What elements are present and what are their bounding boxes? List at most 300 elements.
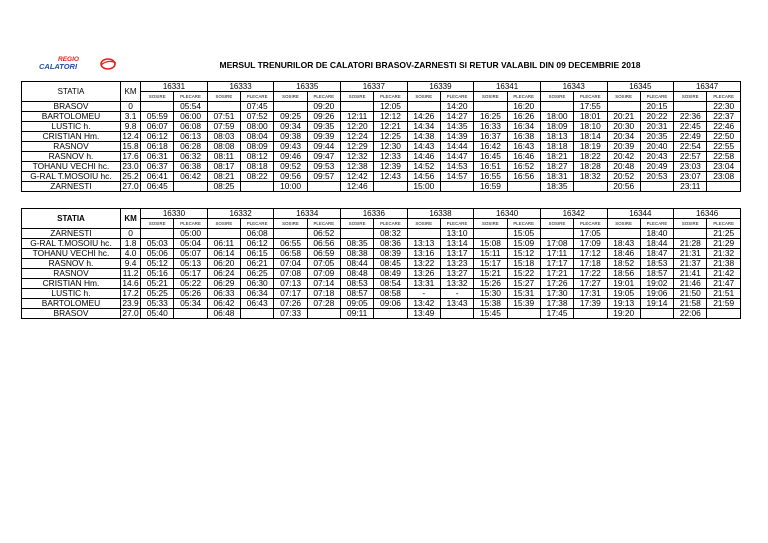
sosire-time: 06:12: [141, 132, 174, 142]
train-number-16342: 16342: [540, 209, 607, 219]
sosire-time: 13:42: [407, 299, 440, 309]
sosire-time: 08:17: [207, 162, 240, 172]
sosire-time: 05:40: [141, 309, 174, 319]
plecare-time: 21:59: [707, 299, 741, 309]
sosire-time: 14:26: [407, 112, 440, 122]
plecare-time: 20:31: [640, 122, 673, 132]
sosire-time: 08:44: [341, 259, 374, 269]
plecare-subheader: PLECARE: [707, 219, 741, 229]
sosire-time: [341, 102, 374, 112]
plecare-time: 16:46: [507, 152, 540, 162]
sosire-time: 15:26: [474, 279, 507, 289]
plecare-time: 08:18: [241, 162, 274, 172]
plecare-time: 16:20: [507, 102, 540, 112]
plecare-time: 08:49: [374, 269, 407, 279]
sosire-time: 16:25: [474, 112, 507, 122]
plecare-time: 06:43: [241, 299, 274, 309]
sosire-time: 09:25: [274, 112, 307, 122]
table-row: [22, 249, 741, 259]
table-row: [22, 299, 741, 309]
sosire-time: 20:42: [607, 152, 640, 162]
plecare-time: 05:07: [174, 249, 207, 259]
plecare-time: 09:57: [307, 172, 340, 182]
sosire-time: 15:00: [407, 182, 440, 192]
sosire-time: [540, 229, 573, 239]
plecare-time: 12:21: [374, 122, 407, 132]
plecare-time: 06:38: [174, 162, 207, 172]
plecare-time: 07:28: [307, 299, 340, 309]
sosire-time: [540, 102, 573, 112]
table-row: [22, 229, 741, 239]
plecare-time: [374, 309, 407, 319]
plecare-subheader: PLECARE: [707, 92, 741, 102]
sosire-time: 22:06: [674, 309, 707, 319]
plecare-time: 20:40: [640, 142, 673, 152]
sosire-time: 06:37: [141, 162, 174, 172]
plecare-time: [374, 182, 407, 192]
sosire-time: 08:53: [341, 279, 374, 289]
km-value: 25.2: [122, 171, 139, 181]
train-number-16337: 16337: [341, 82, 408, 92]
plecare-time: 19:06: [640, 289, 673, 299]
train-number-row: [22, 209, 741, 219]
sosire-time: 06:11: [207, 239, 240, 249]
sosire-time: [207, 229, 240, 239]
plecare-time: 17:39: [574, 299, 607, 309]
plecare-subheader: PLECARE: [174, 219, 207, 229]
logo-line1: REGIO: [58, 56, 79, 63]
sosire-time: 16:59: [474, 182, 507, 192]
sosire-time: 18:31: [540, 172, 573, 182]
sosire-time: 22:36: [674, 112, 707, 122]
plecare-time: 12:12: [374, 112, 407, 122]
timetable-body: [22, 102, 741, 192]
plecare-subheader: PLECARE: [174, 92, 207, 102]
plecare-time: 06:13: [174, 132, 207, 142]
plecare-time: [241, 182, 274, 192]
plecare-time: 21:38: [707, 259, 741, 269]
sosire-time: 15:30: [474, 289, 507, 299]
plecare-time: 18:47: [640, 249, 673, 259]
plecare-time: 20:15: [640, 102, 673, 112]
sosire-time: 05:59: [141, 112, 174, 122]
train-number-16347: 16347: [674, 82, 741, 92]
plecare-time: 12:33: [374, 152, 407, 162]
plecare-time: 15:09: [507, 239, 540, 249]
table-row: [22, 152, 741, 162]
plecare-time: [707, 309, 741, 319]
plecare-time: 15:12: [507, 249, 540, 259]
sosire-time: 15:21: [474, 269, 507, 279]
km-value: 0: [120, 229, 140, 239]
sosire-time: 07:59: [207, 122, 240, 132]
sosire-time: 14:46: [407, 152, 440, 162]
plecare-time: 18:22: [574, 152, 607, 162]
sosire-time: 06:41: [141, 172, 174, 182]
train-number-16346: 16346: [674, 209, 741, 219]
plecare-time: 18:14: [574, 132, 607, 142]
plecare-time: [574, 182, 607, 192]
plecare-time: 15:27: [507, 279, 540, 289]
table-row: [22, 239, 741, 249]
logo-swoosh-arc-icon: [101, 61, 116, 65]
plecare-time: 18:28: [574, 162, 607, 172]
plecare-time: 09:39: [307, 132, 340, 142]
sosire-time: [274, 102, 307, 112]
table-row: [22, 122, 741, 132]
sosire-time: [407, 229, 440, 239]
plecare-time: [507, 182, 540, 192]
plecare-time: 08:00: [241, 122, 274, 132]
plecare-time: 15:18: [507, 259, 540, 269]
plecare-time: 09:26: [307, 112, 340, 122]
km-value: 9.8: [120, 122, 140, 132]
sosire-time: 17:11: [540, 249, 573, 259]
sosire-time: [674, 229, 707, 239]
km-value: 17.2: [122, 288, 139, 298]
plecare-time: 05:34: [174, 299, 207, 309]
statia-header: STATIA: [22, 82, 121, 102]
plecare-time: 20:22: [640, 112, 673, 122]
plecare-time: 06:59: [307, 249, 340, 259]
plecare-time: 14:20: [440, 102, 473, 112]
plecare-time: 16:38: [507, 132, 540, 142]
station-name: BARTOLOMEU: [22, 299, 121, 309]
km-value: 3.1: [120, 112, 140, 122]
sosire-time: 18:21: [540, 152, 573, 162]
km-value: 12.4: [122, 131, 139, 141]
plecare-time: -: [440, 289, 473, 299]
plecare-time: [307, 309, 340, 319]
plecare-time: 09:35: [307, 122, 340, 132]
train-number-16332: 16332: [207, 209, 274, 219]
train-number-16336: 16336: [341, 209, 408, 219]
plecare-time: 07:45: [241, 102, 274, 112]
plecare-time: 07:52: [241, 112, 274, 122]
plecare-time: 15:05: [507, 229, 540, 239]
station-name: LUSTIC h.: [22, 289, 121, 299]
plecare-time: [174, 182, 207, 192]
sosire-time: 12:29: [341, 142, 374, 152]
sosire-time: 23:11: [674, 182, 707, 192]
plecare-time: 12:39: [374, 162, 407, 172]
sosire-time: 08:25: [207, 182, 240, 192]
sosire-time: 06:14: [207, 249, 240, 259]
station-name: G-RAL T.MOSOIU hc.: [22, 172, 121, 182]
plecare-time: 12:30: [374, 142, 407, 152]
sosire-time: [141, 229, 174, 239]
station-name: CRISTIAN Hm.: [22, 279, 121, 289]
sosire-time: 06:42: [207, 299, 240, 309]
sosire-time: 14:56: [407, 172, 440, 182]
sosire-time: 20:48: [607, 162, 640, 172]
sosire-time: 19:01: [607, 279, 640, 289]
sosire-time: 14:38: [407, 132, 440, 142]
sosire-subheader: SOSIRE: [407, 219, 440, 229]
plecare-subheader: PLECARE: [374, 92, 407, 102]
plecare-time: 12:43: [374, 172, 407, 182]
sosire-time: [207, 102, 240, 112]
plecare-time: 15:39: [507, 299, 540, 309]
plecare-time: 18:01: [574, 112, 607, 122]
plecare-time: 08:36: [374, 239, 407, 249]
plecare-time: 14:53: [440, 162, 473, 172]
plecare-time: 17:18: [574, 259, 607, 269]
plecare-time: [174, 309, 207, 319]
sosire-time: 06:24: [207, 269, 240, 279]
sosire-time: 15:17: [474, 259, 507, 269]
plecare-time: [440, 182, 473, 192]
sosire-subheader: SOSIRE: [207, 92, 240, 102]
plecare-time: 17:09: [574, 239, 607, 249]
sosire-time: 18:13: [540, 132, 573, 142]
plecare-time: [640, 309, 673, 319]
plecare-time: 08:09: [241, 142, 274, 152]
table-row: [22, 142, 741, 152]
sosire-time: 18:43: [607, 239, 640, 249]
sosire-subheader: SOSIRE: [141, 219, 174, 229]
plecare-time: 05:26: [174, 289, 207, 299]
train-number-16341: 16341: [474, 82, 541, 92]
sosire-time: 21:28: [674, 239, 707, 249]
table-row: [22, 112, 741, 122]
plecare-subheader: PLECARE: [640, 219, 673, 229]
plecare-time: 21:25: [707, 229, 741, 239]
sosire-time: 17:45: [540, 309, 573, 319]
km-value: 15.8: [122, 141, 139, 151]
sosire-time: 17:38: [540, 299, 573, 309]
sosire-time: 14:34: [407, 122, 440, 132]
plecare-time: 18:57: [640, 269, 673, 279]
sosire-time: 13:22: [407, 259, 440, 269]
plecare-time: 14:35: [440, 122, 473, 132]
sosire-time: 08:48: [341, 269, 374, 279]
sosire-time: 16:45: [474, 152, 507, 162]
plecare-time: 18:40: [640, 229, 673, 239]
plecare-time: [440, 309, 473, 319]
sosire-time: 18:27: [540, 162, 573, 172]
sosire-time: 12:20: [341, 122, 374, 132]
sosire-time: 09:38: [274, 132, 307, 142]
sosire-time: 15:45: [474, 309, 507, 319]
plecare-time: 13:14: [440, 239, 473, 249]
sosire-time: 21:31: [674, 249, 707, 259]
sosire-time: 07:17: [274, 289, 307, 299]
plecare-time: 09:47: [307, 152, 340, 162]
sosire-time: 08:21: [207, 172, 240, 182]
sosire-time: 15:38: [474, 299, 507, 309]
plecare-time: 06:56: [307, 239, 340, 249]
sosire-time: 12:11: [341, 112, 374, 122]
plecare-time: 20:49: [640, 162, 673, 172]
regio-calatori-logo-mark: [30, 54, 120, 74]
sosire-time: 09:43: [274, 142, 307, 152]
plecare-time: 08:39: [374, 249, 407, 259]
regio-calatori-logo: [30, 54, 120, 74]
sosire-time: [607, 229, 640, 239]
station-name: G-RAL T.MOSOIU hc.: [22, 239, 121, 249]
station-name: RASNOV h.: [22, 259, 121, 269]
plecare-time: 12:05: [374, 102, 407, 112]
plecare-time: 19:02: [640, 279, 673, 289]
sosire-time: 22:54: [674, 142, 707, 152]
sosire-time: 23:07: [674, 172, 707, 182]
plecare-subheader: PLECARE: [640, 92, 673, 102]
plecare-time: [507, 309, 540, 319]
sosire-subheader: SOSIRE: [274, 219, 307, 229]
plecare-time: 06:32: [174, 152, 207, 162]
sosire-time: [407, 102, 440, 112]
sosire-time: 17:21: [540, 269, 573, 279]
sosire-time: 18:35: [540, 182, 573, 192]
sosire-time: 16:42: [474, 142, 507, 152]
sosire-time: 12:38: [341, 162, 374, 172]
km-value: 27.0: [122, 181, 139, 191]
km-value: 23.0: [122, 161, 139, 171]
km-value: 11.2: [120, 269, 140, 279]
plecare-time: [307, 182, 340, 192]
sosire-subheader: SOSIRE: [207, 219, 240, 229]
sosire-time: 19:13: [607, 299, 640, 309]
sosire-time: 06:20: [207, 259, 240, 269]
station-name: RASNOV h.: [22, 152, 121, 162]
station-name: RASNOV: [22, 269, 121, 279]
sosire-time: 07:08: [274, 269, 307, 279]
plecare-time: 13:43: [440, 299, 473, 309]
table-row: [22, 182, 741, 192]
sosire-time: 08:38: [341, 249, 374, 259]
sosire-subheader: SOSIRE: [407, 92, 440, 102]
sosire-time: 17:08: [540, 239, 573, 249]
plecare-time: 18:19: [574, 142, 607, 152]
plecare-time: 16:56: [507, 172, 540, 182]
plecare-subheader: PLECARE: [307, 92, 340, 102]
table-row: [22, 309, 741, 319]
sosire-time: 05:21: [141, 279, 174, 289]
plecare-time: 05:22: [174, 279, 207, 289]
sosire-time: 21:37: [674, 259, 707, 269]
sosire-time: 05:16: [141, 269, 174, 279]
sosire-time: 20:56: [607, 182, 640, 192]
sosire-time: 13:26: [407, 269, 440, 279]
sosire-time: [274, 229, 307, 239]
sosire-time: 06:48: [207, 309, 240, 319]
sosire-time: 06:55: [274, 239, 307, 249]
sosire-time: 09:11: [341, 309, 374, 319]
sosire-time: 06:29: [207, 279, 240, 289]
sosire-time: [607, 102, 640, 112]
plecare-subheader: PLECARE: [307, 219, 340, 229]
sosire-time: 16:37: [474, 132, 507, 142]
sosire-subheader: SOSIRE: [540, 92, 573, 102]
plecare-time: 05:17: [174, 269, 207, 279]
plecare-time: 22:46: [707, 122, 741, 132]
plecare-time: 08:04: [241, 132, 274, 142]
station-name: BRASOV: [22, 309, 121, 319]
sosire-time: 21:46: [674, 279, 707, 289]
sosire-time: 06:33: [207, 289, 240, 299]
sosire-time: 20:30: [607, 122, 640, 132]
table-row: [22, 269, 741, 279]
plecare-time: 13:32: [440, 279, 473, 289]
plecare-time: 21:51: [707, 289, 741, 299]
sosire-time: 19:20: [607, 309, 640, 319]
sosire-time: 20:21: [607, 112, 640, 122]
plecare-time: 22:55: [707, 142, 741, 152]
sosire-time: [474, 229, 507, 239]
plecare-time: 09:20: [307, 102, 340, 112]
train-number-16343: 16343: [540, 82, 607, 92]
table-row: [22, 132, 741, 142]
plecare-time: 09:44: [307, 142, 340, 152]
plecare-time: 15:22: [507, 269, 540, 279]
sosire-time: 15:11: [474, 249, 507, 259]
plecare-time: 06:28: [174, 142, 207, 152]
sosire-time: 06:31: [141, 152, 174, 162]
sosire-time: [141, 102, 174, 112]
sosire-time: 05:25: [141, 289, 174, 299]
sosire-time: 09:34: [274, 122, 307, 132]
sosire-time: 13:16: [407, 249, 440, 259]
timetable-zarnesti-brasov: [21, 208, 741, 319]
plecare-time: 08:22: [241, 172, 274, 182]
sosire-time: 14:43: [407, 142, 440, 152]
sosire-time: 06:45: [141, 182, 174, 192]
sosire-time: 13:13: [407, 239, 440, 249]
sosire-time: 08:11: [207, 152, 240, 162]
sosire-subheader: SOSIRE: [607, 219, 640, 229]
km-value: 14.6: [122, 278, 139, 288]
sosire-subheader: SOSIRE: [141, 92, 174, 102]
sosire-subheader: SOSIRE: [474, 92, 507, 102]
plecare-time: 09:53: [307, 162, 340, 172]
plecare-time: 06:08: [241, 229, 274, 239]
plecare-time: 18:53: [640, 259, 673, 269]
sosire-time: 13:49: [407, 309, 440, 319]
plecare-time: 22:50: [707, 132, 741, 142]
plecare-time: 05:54: [174, 102, 207, 112]
sosire-time: 16:33: [474, 122, 507, 132]
plecare-time: [574, 309, 607, 319]
plecare-time: 06:34: [241, 289, 274, 299]
sosire-time: 05:03: [141, 239, 174, 249]
sosire-time: 06:58: [274, 249, 307, 259]
plecare-time: 06:21: [241, 259, 274, 269]
plecare-time: 08:54: [374, 279, 407, 289]
sosire-time: 19:05: [607, 289, 640, 299]
train-number-16331: 16331: [141, 82, 208, 92]
plecare-time: 07:18: [307, 289, 340, 299]
plecare-time: 12:25: [374, 132, 407, 142]
plecare-time: 21:29: [707, 239, 741, 249]
train-number-16338: 16338: [407, 209, 474, 219]
sosire-subheader: SOSIRE: [540, 219, 573, 229]
plecare-time: 06:15: [241, 249, 274, 259]
sosire-time: 08:35: [341, 239, 374, 249]
sosire-time: 13:31: [407, 279, 440, 289]
train-number-16339: 16339: [407, 82, 474, 92]
plecare-time: 07:14: [307, 279, 340, 289]
train-number-row: [22, 82, 741, 92]
plecare-time: 09:06: [374, 299, 407, 309]
plecare-time: 22:30: [707, 102, 741, 112]
km-value: 27.0: [122, 308, 139, 318]
sosire-subheader: SOSIRE: [607, 92, 640, 102]
sosire-subheader: SOSIRE: [474, 219, 507, 229]
sosire-time: 18:00: [540, 112, 573, 122]
plecare-time: 13:10: [440, 229, 473, 239]
plecare-time: 06:42: [174, 172, 207, 182]
